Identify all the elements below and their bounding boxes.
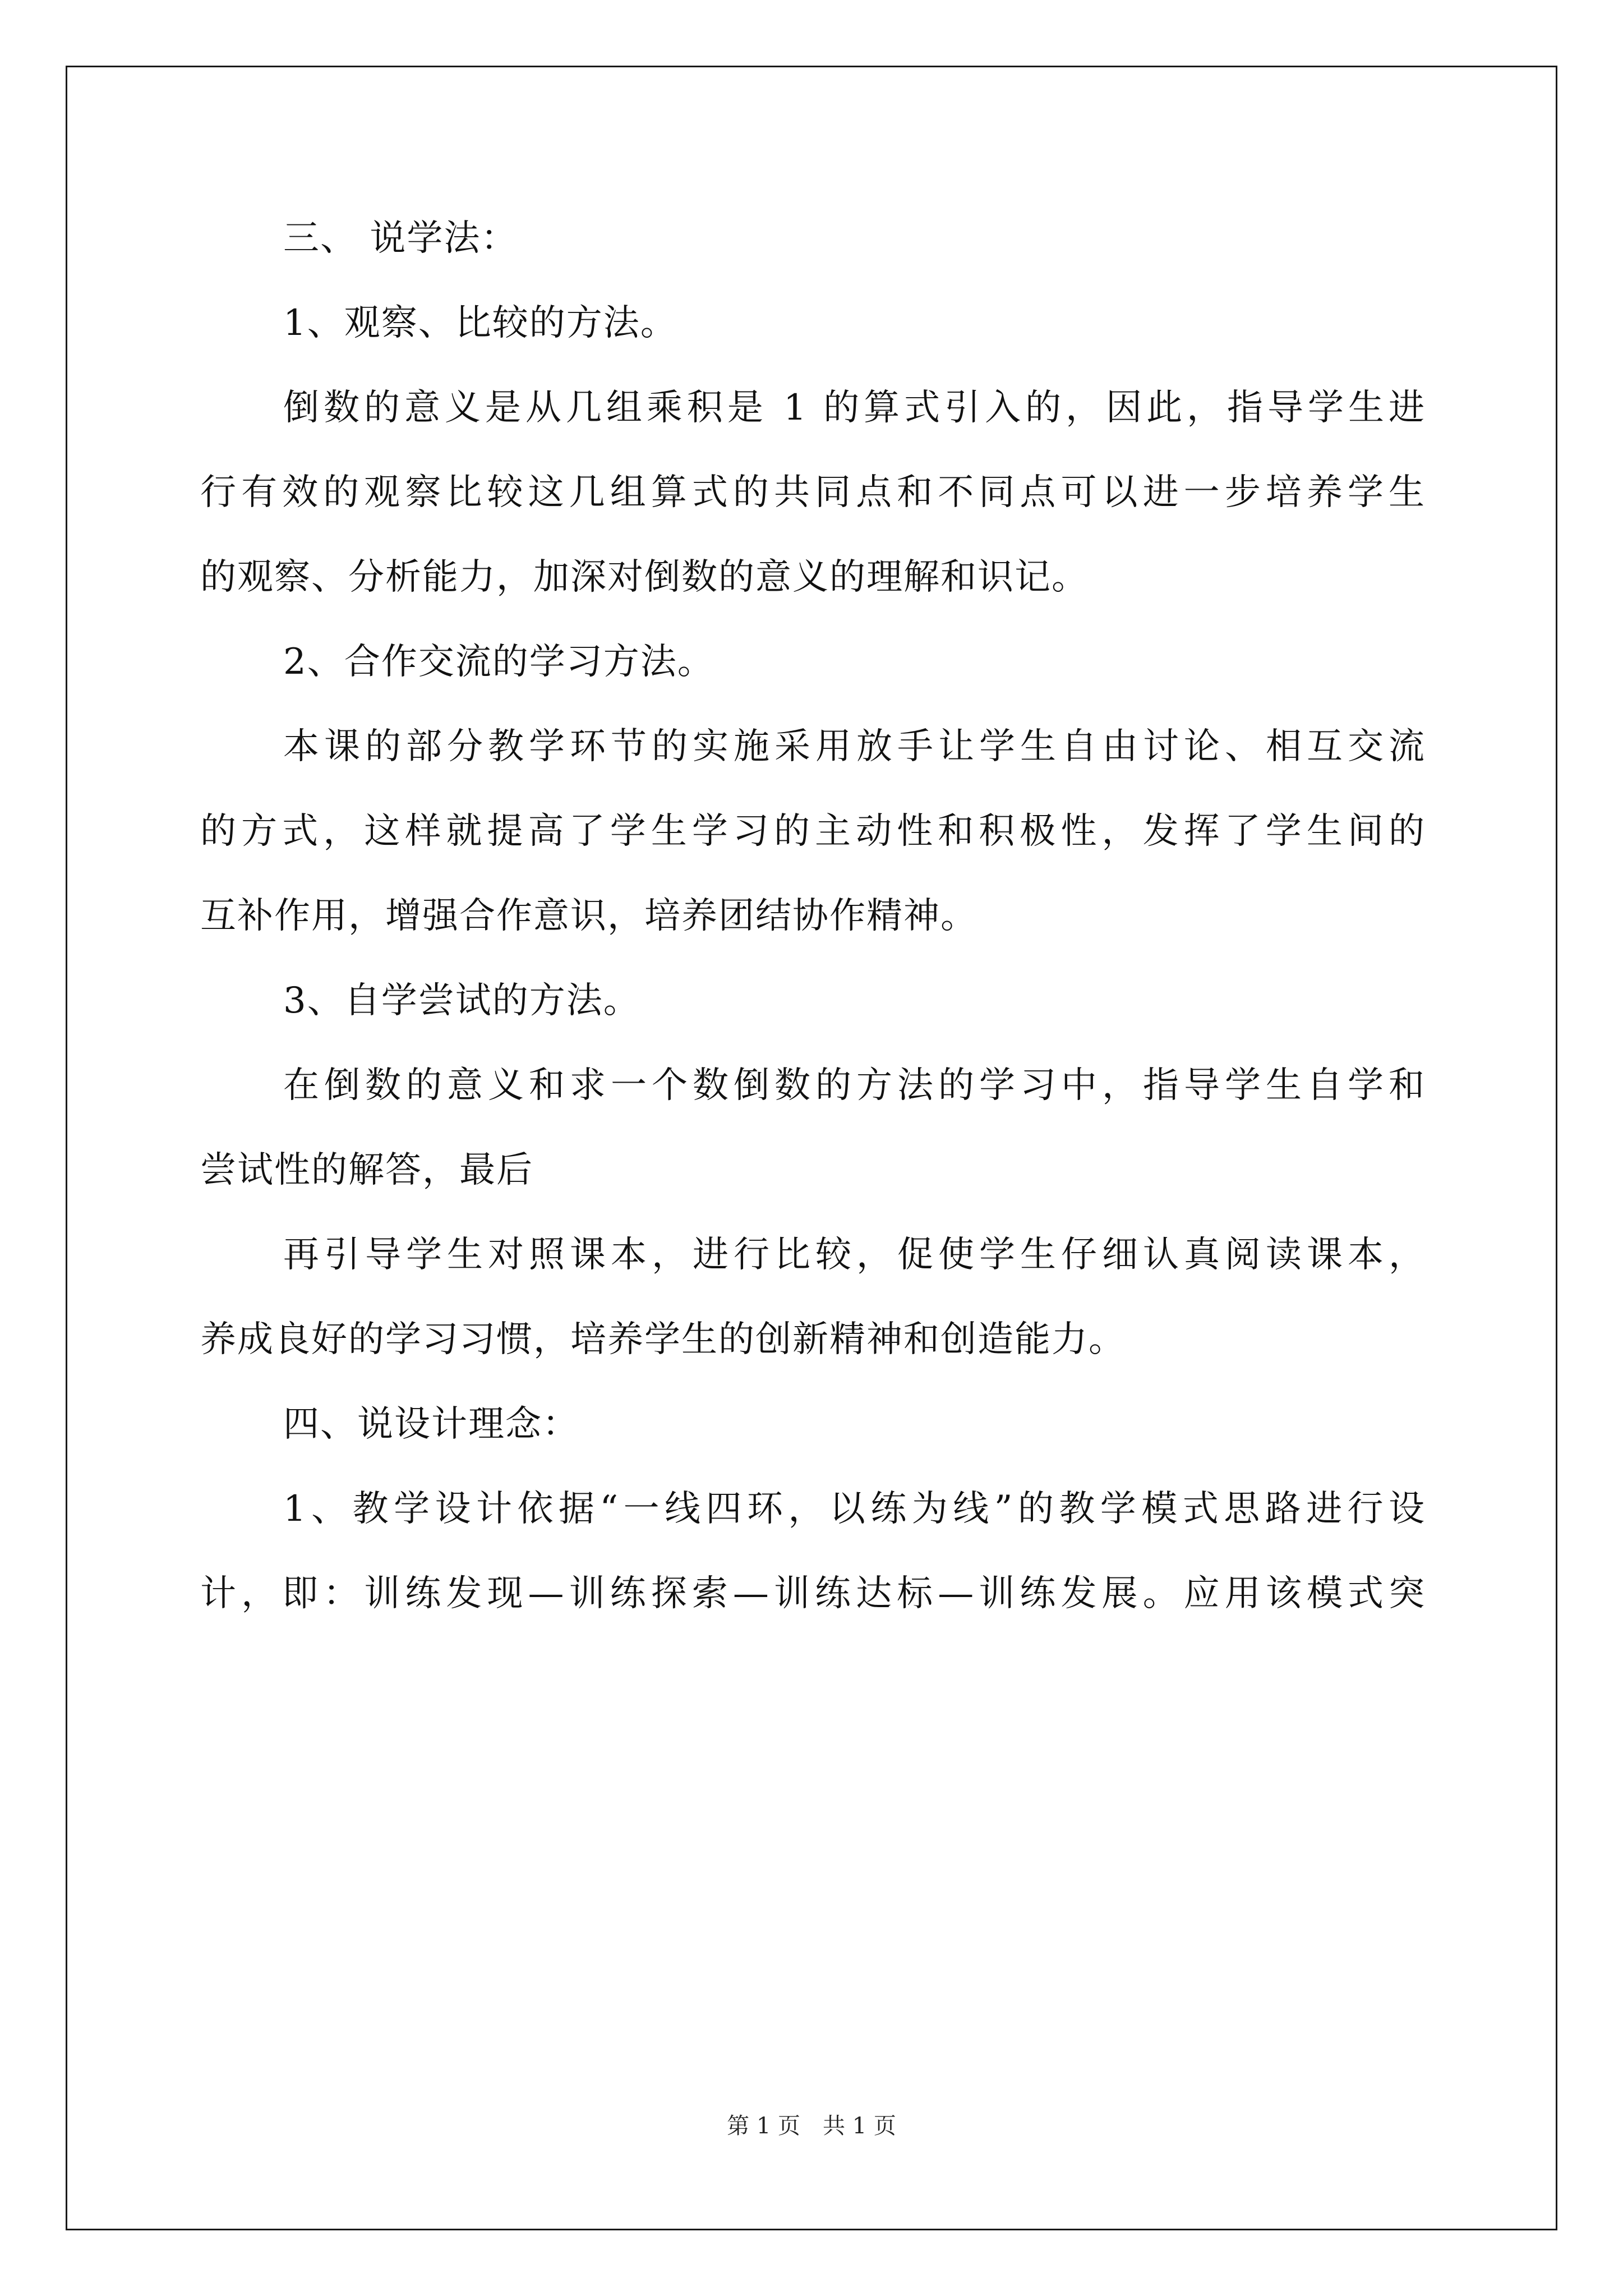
paragraph-line: 的方式，这样就提高了学生学习的主动性和积极性，发挥了学生间的 (200, 811, 1426, 852)
paragraph-line: 的观察、分析能力，加深对倒数的意义的理解和识记。 (200, 556, 1089, 598)
page-number-footer: 第 1 页 共 1 页 (727, 2113, 896, 2139)
paragraph-line: 在倒数的意义和求一个数倒数的方法的学习中，指导学生自学和 (283, 1065, 1426, 1106)
paragraph-line: 倒数的意义是从几组乘积是 1 的算式引入的，因此，指导学生进 (283, 387, 1426, 429)
section-heading: 三、 说学法： (283, 218, 518, 259)
paragraph-line: 行有效的观察比较这几组算式的共同点和不同点可以进一步培养学生 (200, 472, 1426, 513)
paragraph-line: 养成良好的学习习惯，培养学生的创新精神和创造能力。 (200, 1319, 1126, 1360)
section-heading: 四、说设计理念： (283, 1404, 579, 1445)
paragraph-line: 本课的部分教学环节的实施采用放手让学生自由讨论、相互交流 (283, 726, 1426, 767)
subheading: 1、观察、比较的方法。 (283, 302, 677, 344)
paragraph-line: 尝试性的解答，最后 (200, 1149, 533, 1191)
paragraph-line: 1、教学设计依据“一线四环，以练为线”的教学模式思路进行设 (283, 1488, 1426, 1530)
paragraph-line: 互补作用，增强合作意识，培养团结协作精神。 (200, 895, 978, 937)
subheading: 3、自学尝试的方法。 (283, 980, 640, 1022)
subheading: 2、合作交流的学习方法。 (283, 641, 714, 683)
paragraph-line: 再引导学生对照课本，进行比较，促使学生仔细认真阅读课本， (283, 1234, 1426, 1276)
paragraph-line: 计，即：训练发现—训练探索—训练达标—训练发展。应用该模式突 (200, 1573, 1426, 1614)
